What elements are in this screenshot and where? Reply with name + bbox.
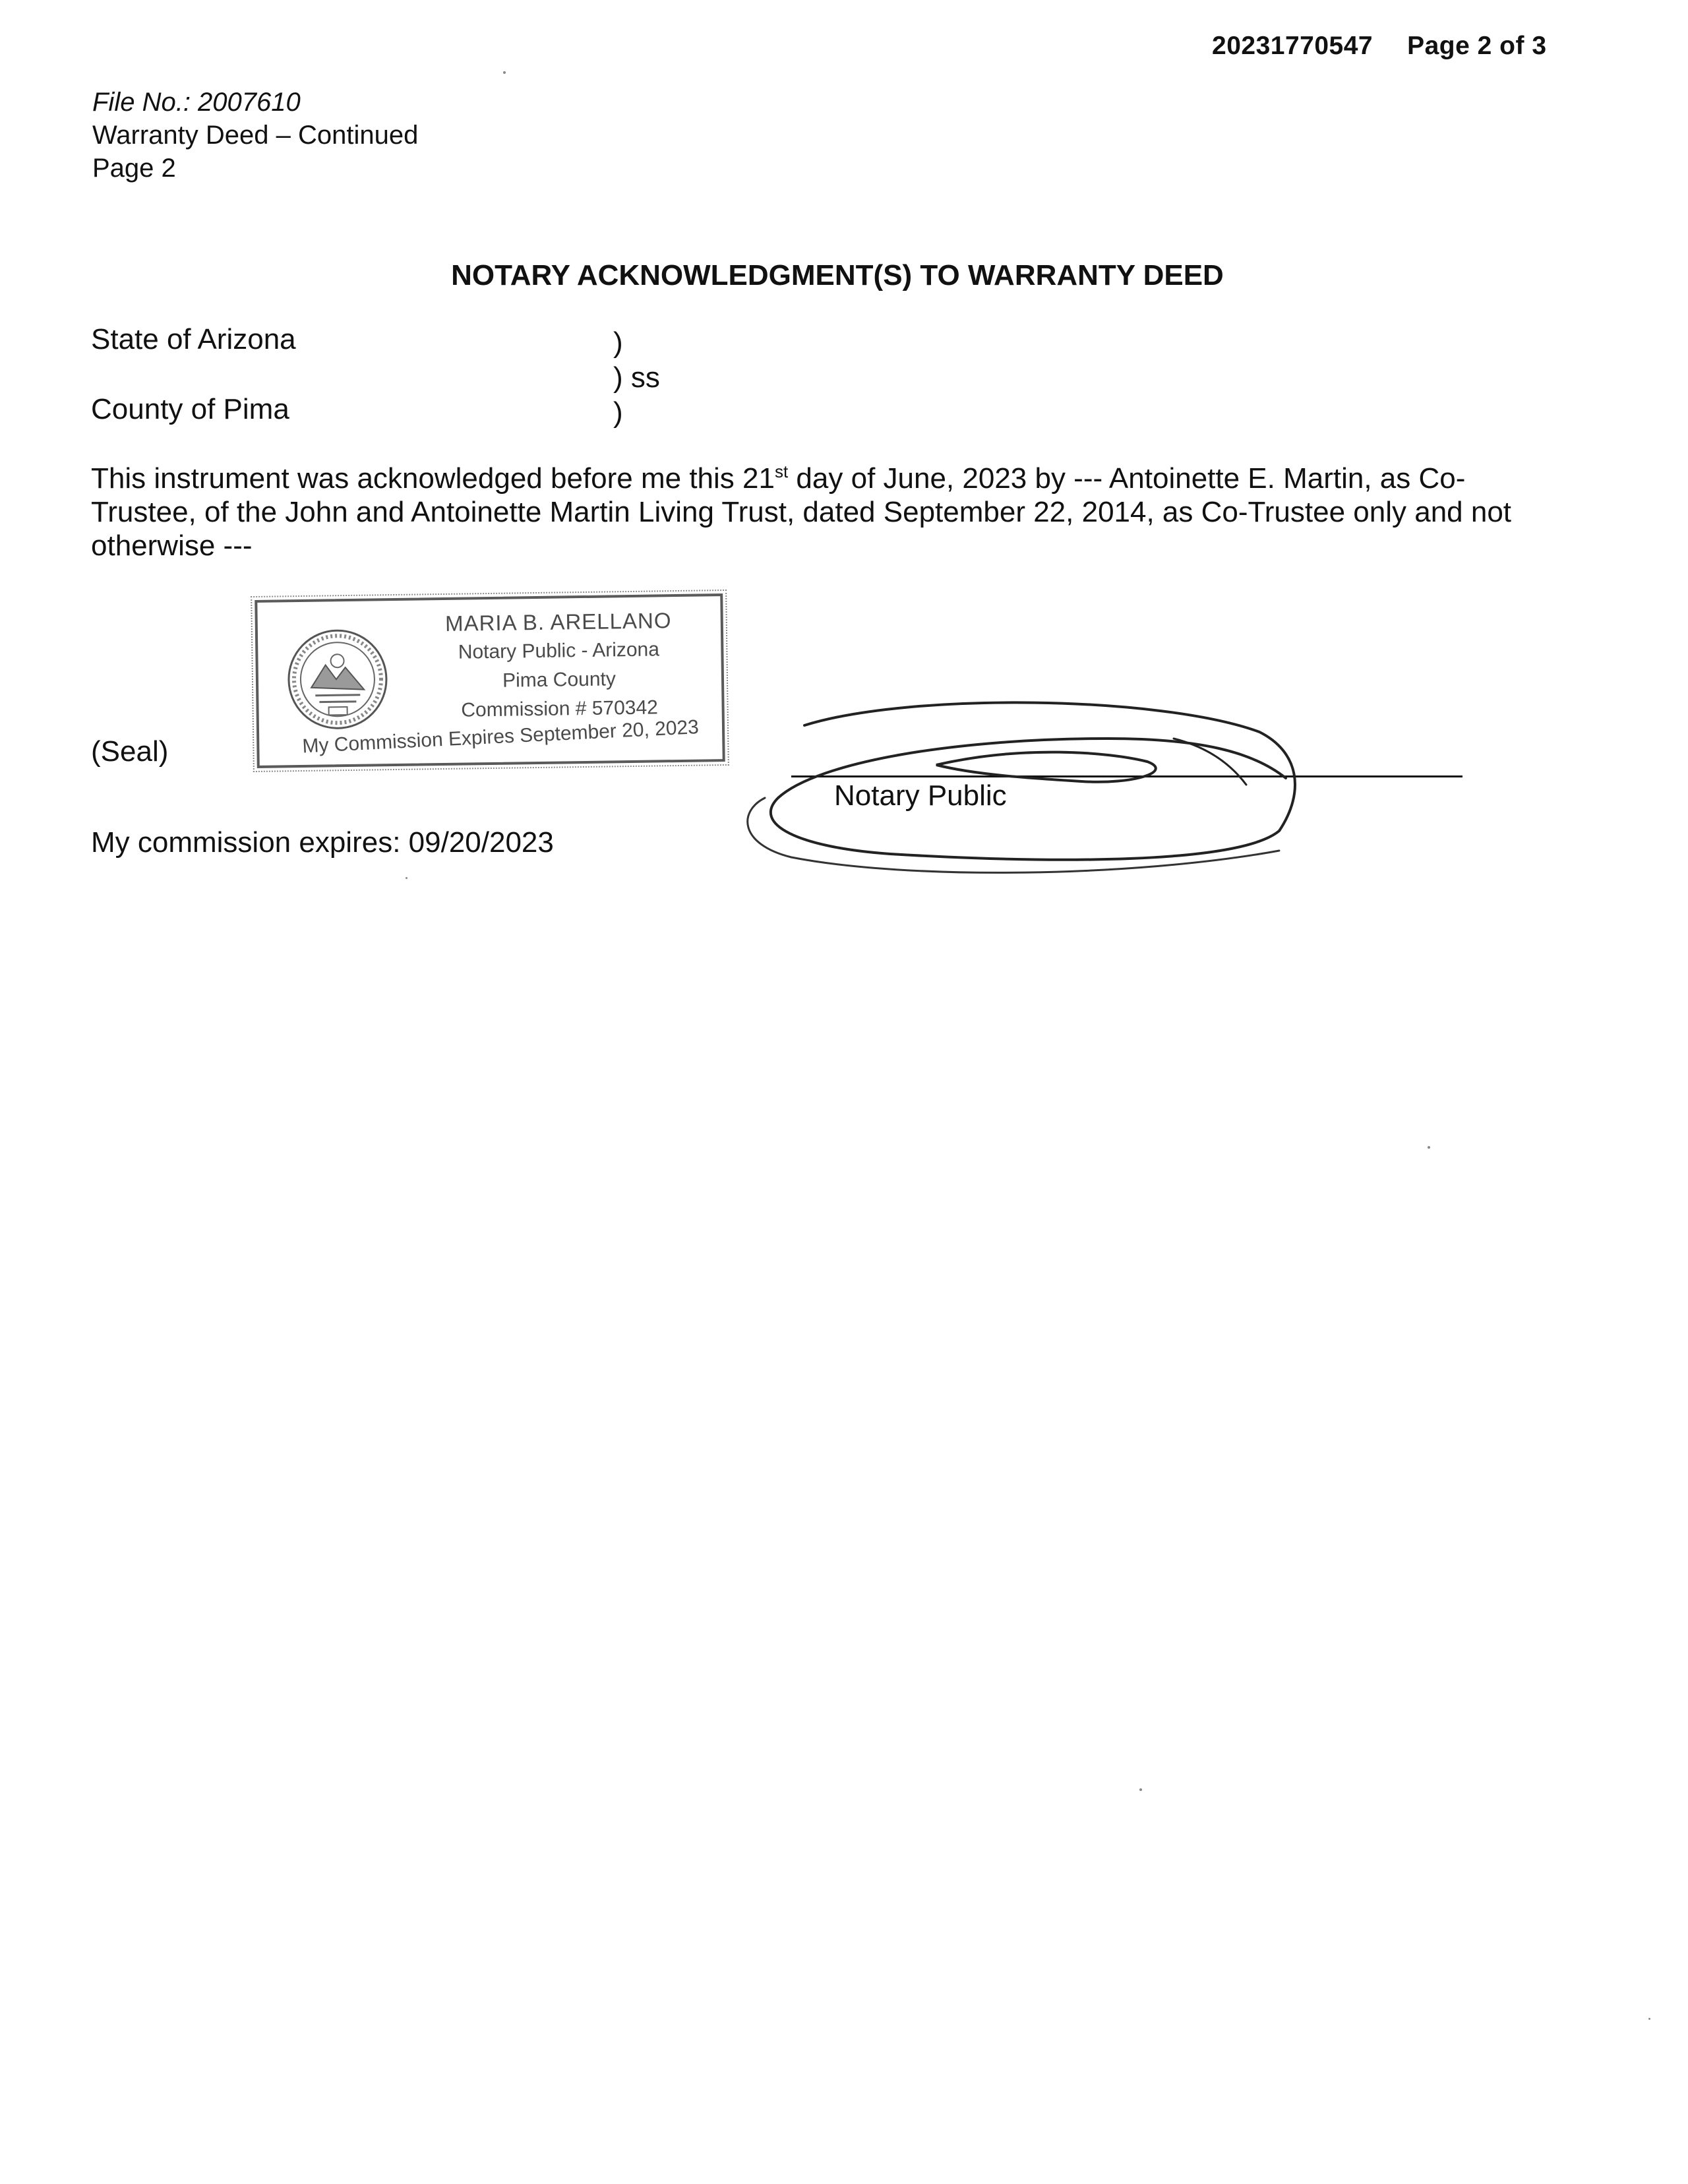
venue-county: County of Pima [91,393,289,425]
acknowledgment-text-start: This instrument was acknowledged before me this 21 [91,462,775,495]
page-indicator: Page 2 of 3 [1407,32,1547,60]
venue-paren-ss: ) ss [613,361,660,394]
recording-number-header [1212,32,1547,61]
commission-expires: My commission expires: 09/20/2023 [91,826,554,859]
state-seal-icon [284,626,391,733]
seal-label: (Seal) [91,735,169,768]
stamp-text [406,605,711,725]
scan-speck [1648,2018,1650,2020]
venue-paren-bottom: ) [613,396,623,429]
stamp-expiration: My Commission Expires September 20, 2023 [301,716,700,758]
file-header [92,86,418,185]
notary-public-label: Notary Public [834,779,1007,812]
ordinal-suffix: st [774,462,789,481]
stamp-notary-name: MARIA B. ARELLANO [444,608,672,636]
scan-speck [1428,1146,1430,1149]
file-number: File No.: 2007610 [92,88,301,117]
recording-number: 20231770547 [1212,32,1373,60]
acknowledgment-text-end: day of June, 2023 by --- Antoinette E. Martin, as Co-Trustee, of the John and Antoinette Martin Living Trust, dated September 22, 2014, as Co-Trustee only and not otherwise --- [91,462,1512,562]
scan-speck [406,877,407,879]
scan-speck [1139,1788,1142,1791]
stamp-notary-title: Notary Public - Arizona [458,638,660,663]
stamp-commission-number: Commission # 570342 [461,696,659,721]
venue-paren-top: ) [613,326,623,359]
document-continued: Warranty Deed – Continued [92,121,419,150]
page-number: Page 2 [92,154,176,183]
signature-line [791,775,1462,777]
stamp-county: Pima County [502,668,617,692]
venue-state: State of Arizona [91,323,296,355]
notary-stamp [255,593,725,768]
document-title: NOTARY ACKNOWLEDGMENT(S) TO WARRANTY DEED [451,259,1224,291]
scan-speck [503,71,506,74]
handwritten-signature [738,699,1345,884]
acknowledgment-paragraph [91,462,1568,562]
